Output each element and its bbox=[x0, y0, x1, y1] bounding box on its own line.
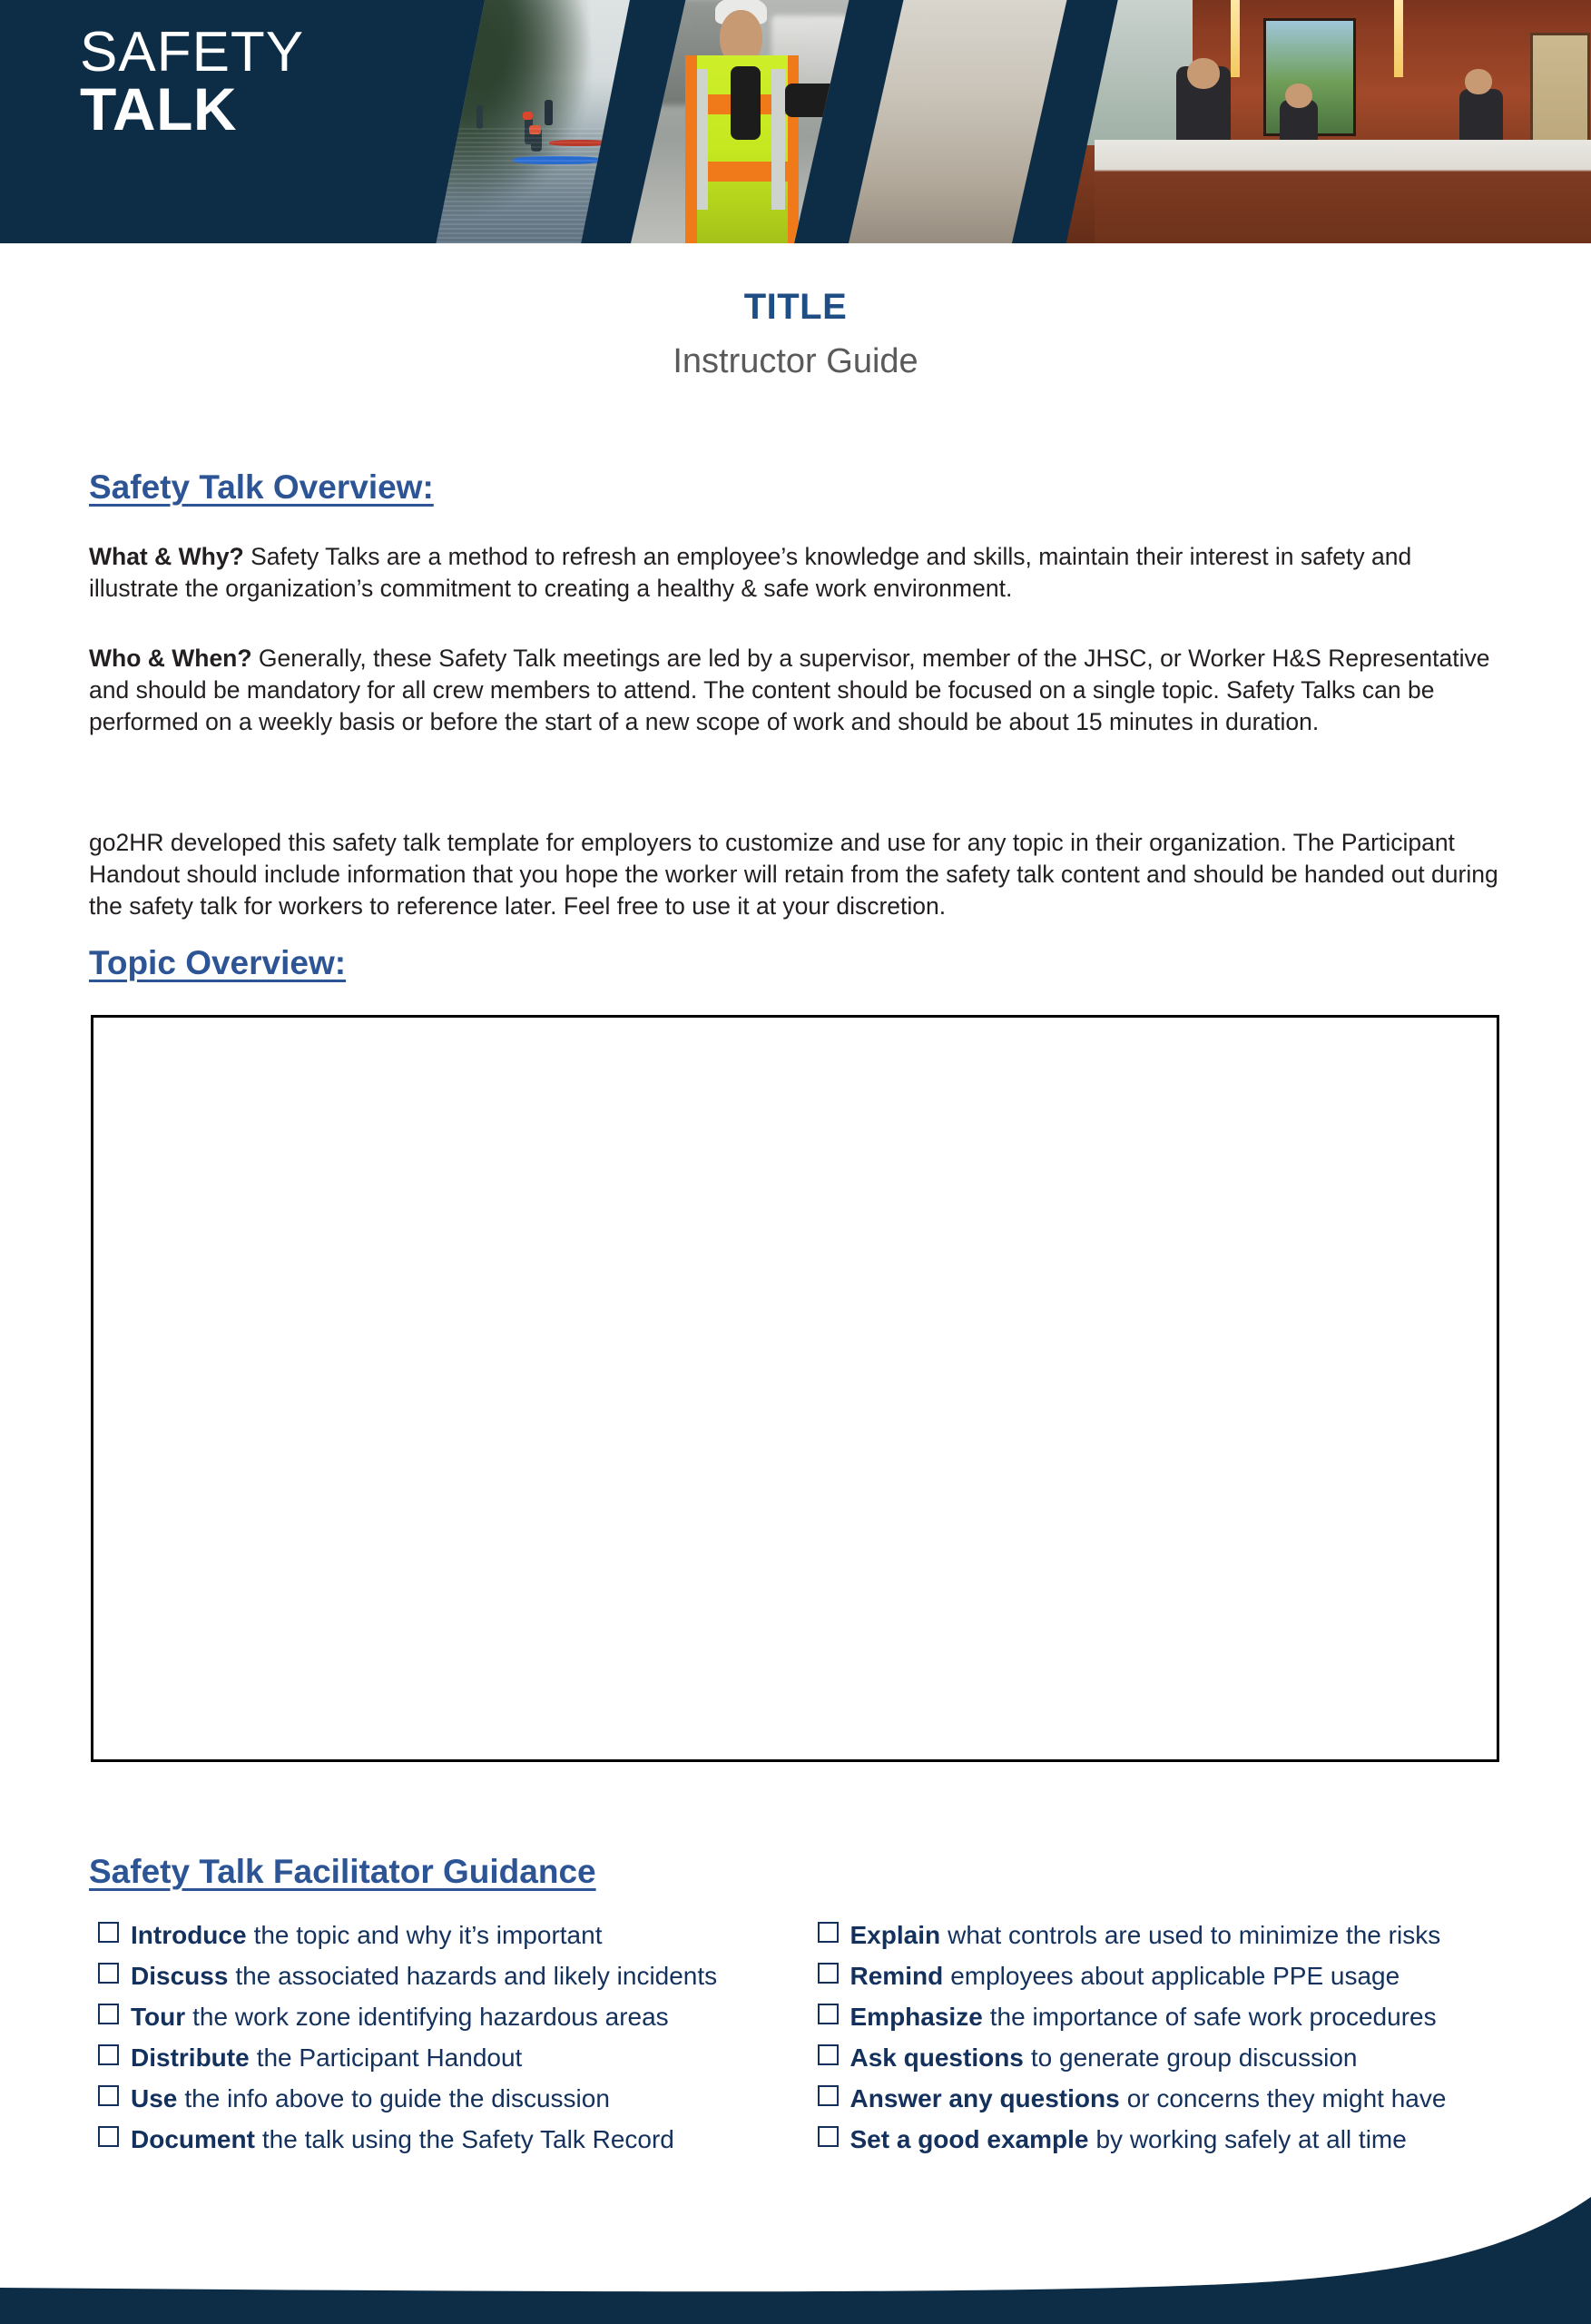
checklist-item[interactable] bbox=[98, 2045, 795, 2071]
checklist-item[interactable] bbox=[98, 1923, 795, 1948]
checklist-item[interactable] bbox=[98, 2004, 795, 2030]
section-heading-topic-overview: Topic Overview: bbox=[89, 944, 347, 981]
checklist-item-keyword: Emphasize bbox=[850, 2003, 983, 2031]
checklist-item[interactable] bbox=[818, 1923, 1515, 1948]
checklist-item-text: what controls are used to minimize the risks bbox=[948, 1921, 1441, 1949]
checkbox-icon[interactable] bbox=[818, 2004, 839, 2024]
front-desk-art bbox=[1062, 0, 1591, 243]
checkbox-icon[interactable] bbox=[818, 1922, 839, 1943]
section-heading-facilitator-guidance: Safety Talk Facilitator Guidance bbox=[89, 1853, 596, 1890]
checkbox-icon[interactable] bbox=[818, 2126, 839, 2147]
checkbox-icon[interactable] bbox=[818, 1963, 839, 1984]
checklist-item-keyword: Tour bbox=[131, 2003, 186, 2031]
reception-counter bbox=[1095, 140, 1591, 243]
checklist-item-text: to generate group discussion bbox=[1030, 2043, 1358, 2072]
footer-swoosh-shape bbox=[0, 2197, 1591, 2324]
checklist-item-text: the Participant Handout bbox=[256, 2043, 523, 2072]
section-heading-safety-talk-overview: Safety Talk Overview: bbox=[89, 468, 434, 506]
checklist-item-keyword: Use bbox=[131, 2084, 178, 2112]
paragraph-text-what-why: Safety Talks are a method to refresh an employee’s knowledge and skills, maintain their interest in safety and illustrate the organization’s commitment to creating a healthy & safe work environment. bbox=[89, 543, 1412, 602]
checklist-item-keyword: Document bbox=[131, 2125, 255, 2153]
checklist-item[interactable] bbox=[818, 2045, 1515, 2071]
overview-paragraph-go2hr bbox=[89, 827, 1503, 945]
checklist-item-text: or concerns they might have bbox=[1126, 2084, 1447, 2112]
checklist-item[interactable] bbox=[818, 2127, 1515, 2152]
checklist-item[interactable] bbox=[98, 2127, 795, 2152]
checkbox-icon[interactable] bbox=[98, 1963, 119, 1984]
checklist-item-text: the talk using the Safety Talk Record bbox=[261, 2125, 674, 2153]
overview-paragraph-who-when bbox=[89, 643, 1503, 761]
paragraph-lead-what-why: What & Why? bbox=[89, 543, 244, 570]
checkbox-icon[interactable] bbox=[98, 1922, 119, 1943]
checklist-item-text: employees about applicable PPE usage bbox=[950, 1962, 1400, 1990]
page-header-banner bbox=[0, 0, 1591, 243]
checklist-item-keyword: Set a good example bbox=[850, 2125, 1089, 2153]
guest-head bbox=[1187, 58, 1220, 89]
paragraph-text-go2hr: go2HR developed this safety talk template for employers to customize and use for any topic in their organization. The Participant Handout should include information that you hope the worker will retain from the safety talk content and should be handed out during the safety talk for workers to reference later. Feel free to use it at your discretion. bbox=[89, 829, 1498, 920]
facilitator-checklist-left-column bbox=[89, 1923, 795, 2168]
manager-head bbox=[1465, 69, 1492, 94]
checklist-item-text: the associated hazards and likely incidents bbox=[235, 1962, 718, 1990]
checkbox-icon[interactable] bbox=[98, 2044, 119, 2065]
checkbox-icon[interactable] bbox=[818, 2044, 839, 2065]
checklist-item-text: the work zone identifying hazardous areas bbox=[192, 2003, 669, 2031]
overview-paragraph-what-why bbox=[89, 541, 1503, 627]
checklist-item-text: the topic and why it’s important bbox=[253, 1921, 603, 1949]
topic-overview-input-box[interactable] bbox=[91, 1015, 1499, 1762]
checklist-item-text: by working safely at all time bbox=[1095, 2125, 1407, 2153]
checklist-item-keyword: Ask questions bbox=[850, 2043, 1024, 2072]
checklist-item-keyword: Answer any questions bbox=[850, 2084, 1120, 2112]
checklist-item-text: the info above to guide the discussion bbox=[184, 2084, 610, 2112]
paragraph-lead-who-when: Who & When? bbox=[89, 645, 252, 672]
safety-talk-logo bbox=[80, 21, 305, 143]
checklist-item-keyword: Remind bbox=[850, 1962, 944, 1990]
document-subtitle: Instructor Guide bbox=[673, 342, 918, 380]
checkbox-icon[interactable] bbox=[98, 2004, 119, 2024]
checklist-item[interactable] bbox=[818, 2086, 1515, 2112]
logo-line-safety: SAFETY bbox=[80, 21, 305, 84]
checklist-item-keyword: Introduce bbox=[131, 1921, 247, 1949]
checkbox-icon[interactable] bbox=[818, 2085, 839, 2106]
checklist-item-keyword: Explain bbox=[850, 1921, 941, 1949]
checklist-item[interactable] bbox=[98, 1964, 795, 1989]
hotel-front-desk-photo bbox=[1062, 0, 1591, 243]
document-title: TITLE bbox=[743, 287, 848, 327]
logo-line-talk: TALK bbox=[80, 75, 238, 143]
page-footer bbox=[0, 2197, 1591, 2324]
checklist-item[interactable] bbox=[98, 2086, 795, 2112]
checklist-item-keyword: Distribute bbox=[131, 2043, 250, 2072]
facilitator-checklist-right-column bbox=[795, 1923, 1515, 2168]
checklist-item[interactable] bbox=[818, 2004, 1515, 2030]
paragraph-text-who-when: Generally, these Safety Talk meetings are led by a supervisor, member of the JHSC, or Worker H&S Representative and should be mandatory for all crew members to attend. The content should be focused on a single topic. Safety Talks can be performed on a weekly basis or before the start of a new scope of work and should be about 15 minutes in duration. bbox=[89, 645, 1490, 735]
facilitator-checklists bbox=[89, 1923, 1514, 2168]
checklist-item-keyword: Discuss bbox=[131, 1962, 229, 1990]
document-body bbox=[0, 243, 1591, 2153]
checkbox-icon[interactable] bbox=[98, 2085, 119, 2106]
checklist-item-text: the importance of safe work procedures bbox=[989, 2003, 1437, 2031]
checklist-item[interactable] bbox=[818, 1964, 1515, 1989]
clerk-head bbox=[1285, 84, 1312, 109]
checkbox-icon[interactable] bbox=[98, 2126, 119, 2147]
